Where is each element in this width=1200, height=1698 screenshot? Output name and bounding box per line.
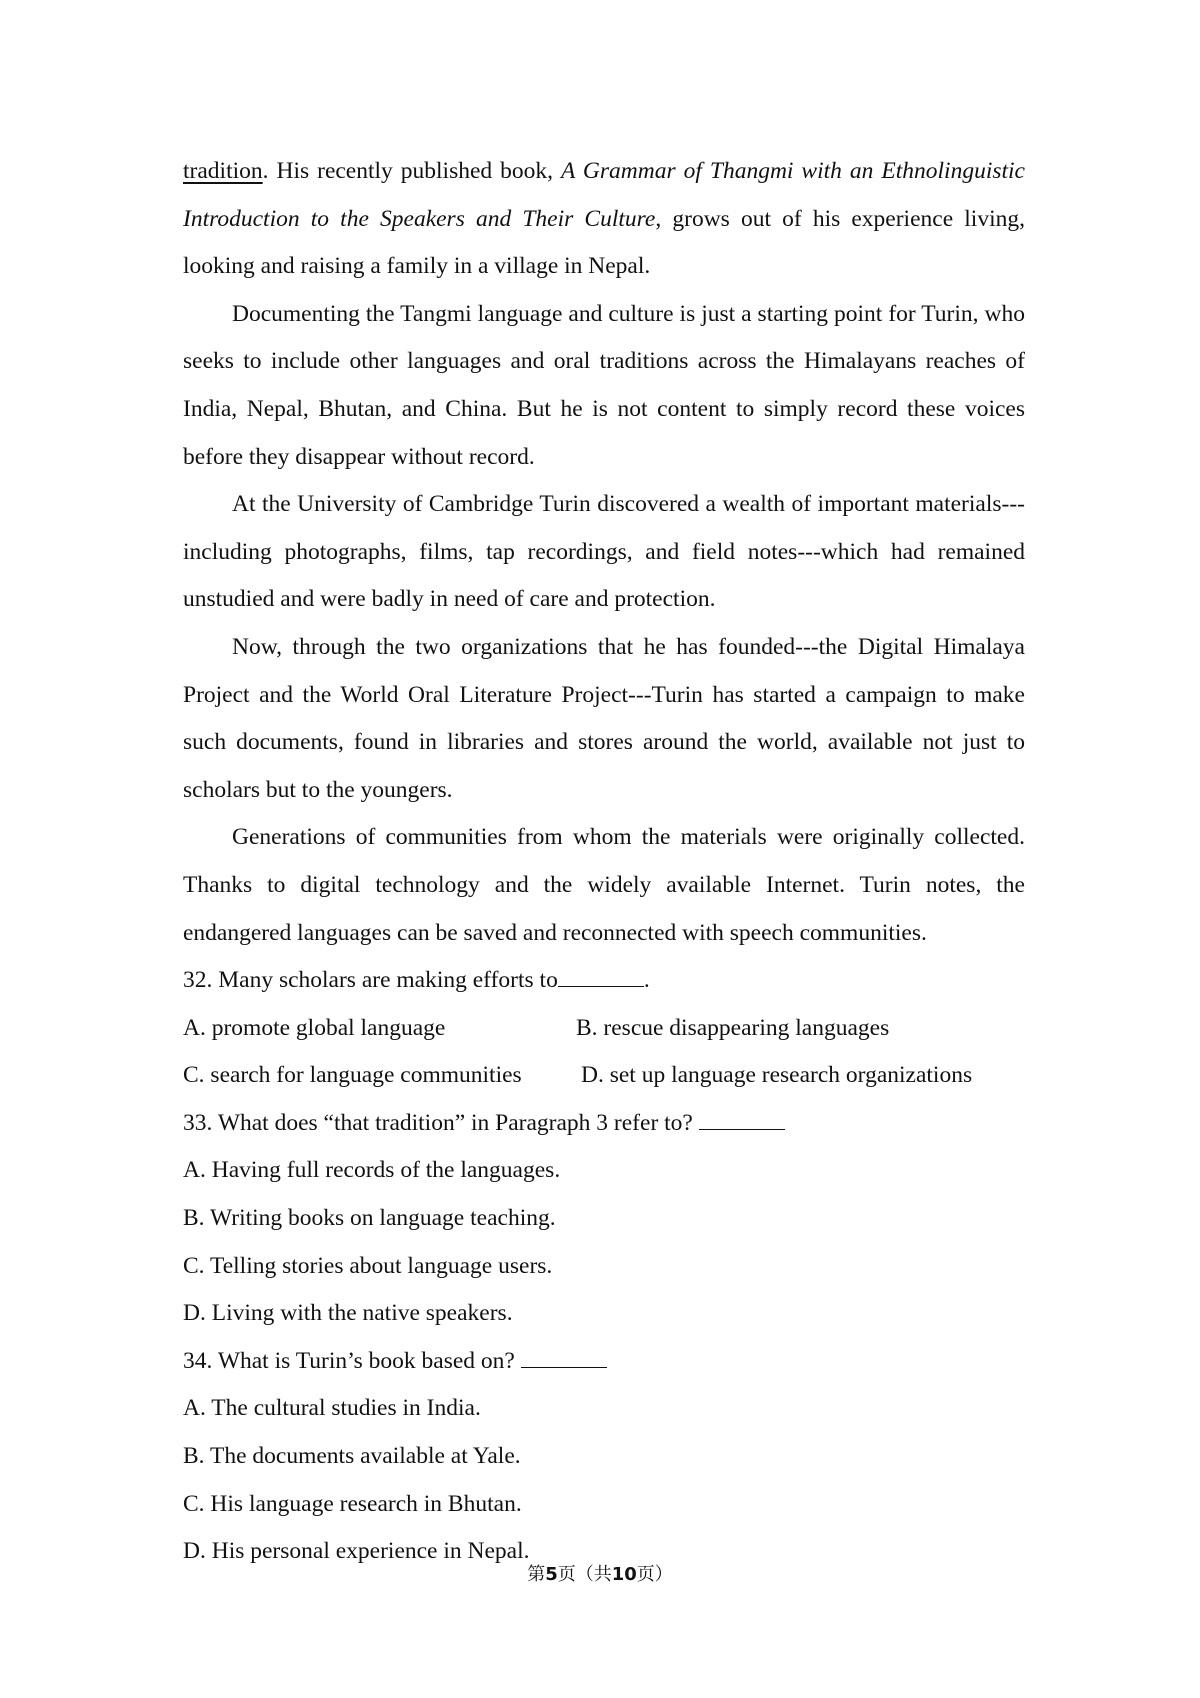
answer-blank — [558, 964, 644, 987]
question-34-stem: 34. What is Turin’s book based on? — [183, 1338, 1025, 1386]
passage-paragraph-1: tradition. His recently published book, A Grammar of Thangmi with an Ethnolinguistic Introduction to the Speakers and Their Culture, grows out of his experience living, looking and raising a family in a village in Nepal. — [183, 158, 1025, 280]
question-32-stem: 32. Many scholars are making efforts to . — [183, 957, 1025, 1005]
passage-paragraph-2: Documenting the Tangmi language and culture is just a starting point for Turin, who seeks to include other languages and oral traditions across the Himalayans reaches of India, Nepal, Bhutan, and China. But he is not content to simply record these voices before they disappear without record. — [183, 300, 1025, 470]
page-footer: 第5页（共10页） — [527, 1564, 673, 1585]
question-32-options-row-2 — [183, 1052, 1025, 1100]
option-32-a: A. promote global language — [183, 1014, 446, 1041]
option-32-d: D. set up language research organizations — [581, 1062, 973, 1089]
answer-blank — [521, 1345, 607, 1368]
option-34-d: D. His personal experience in Nepal. — [183, 1538, 530, 1565]
page-content — [183, 148, 1025, 1576]
question-32-options-row-1 — [183, 1005, 1025, 1053]
passage-paragraph-4: Now, through the two organizations that he has founded---the Digital Himalaya Project and the World Oral Literature Project---Turin has started a campaign to make such documents, found in libraries and stores around the world, available not just to scholars but to the youngers. — [183, 633, 1025, 803]
underlined-word-tradition: tradition — [183, 158, 263, 184]
option-34-c: C. His language research in Bhutan. — [183, 1490, 522, 1517]
book-title: A Grammar of Thangmi with an Ethnolinguistic Introduction to the Speakers and Their Culture — [183, 158, 1025, 232]
option-33-b: B. Writing books on language teaching. — [183, 1205, 556, 1232]
answer-blank — [699, 1107, 785, 1130]
total-pages: 10 — [611, 1564, 637, 1585]
option-33-a: A. Having full records of the languages. — [183, 1157, 561, 1184]
option-32-c: C. search for language communities — [183, 1062, 522, 1089]
option-32-b: B. rescue disappearing languages — [576, 1014, 890, 1041]
option-33-c: C. Telling stories about language users. — [183, 1252, 553, 1279]
option-33-d: D. Living with the native speakers. — [183, 1300, 513, 1327]
question-33-stem: 33. What does “that tradition” in Paragraph 3 refer to? — [183, 1100, 1025, 1148]
passage-paragraph-3: At the University of Cambridge Turin discovered a wealth of important materials---including photographs, films, tap recordings, and field notes---which had remained unstudied and were badly in need of care and protection. — [183, 491, 1025, 613]
option-34-b: B. The documents available at Yale. — [183, 1443, 521, 1470]
passage-paragraph-5: Generations of communities from whom the materials were originally collected. Thanks to digital technology and the widely available Internet. Turin notes, the endangered languages can be saved and reconnected with speech communities. — [183, 824, 1025, 946]
option-34-a: A. The cultural studies in India. — [183, 1395, 481, 1422]
page-number: 5 — [545, 1564, 558, 1585]
